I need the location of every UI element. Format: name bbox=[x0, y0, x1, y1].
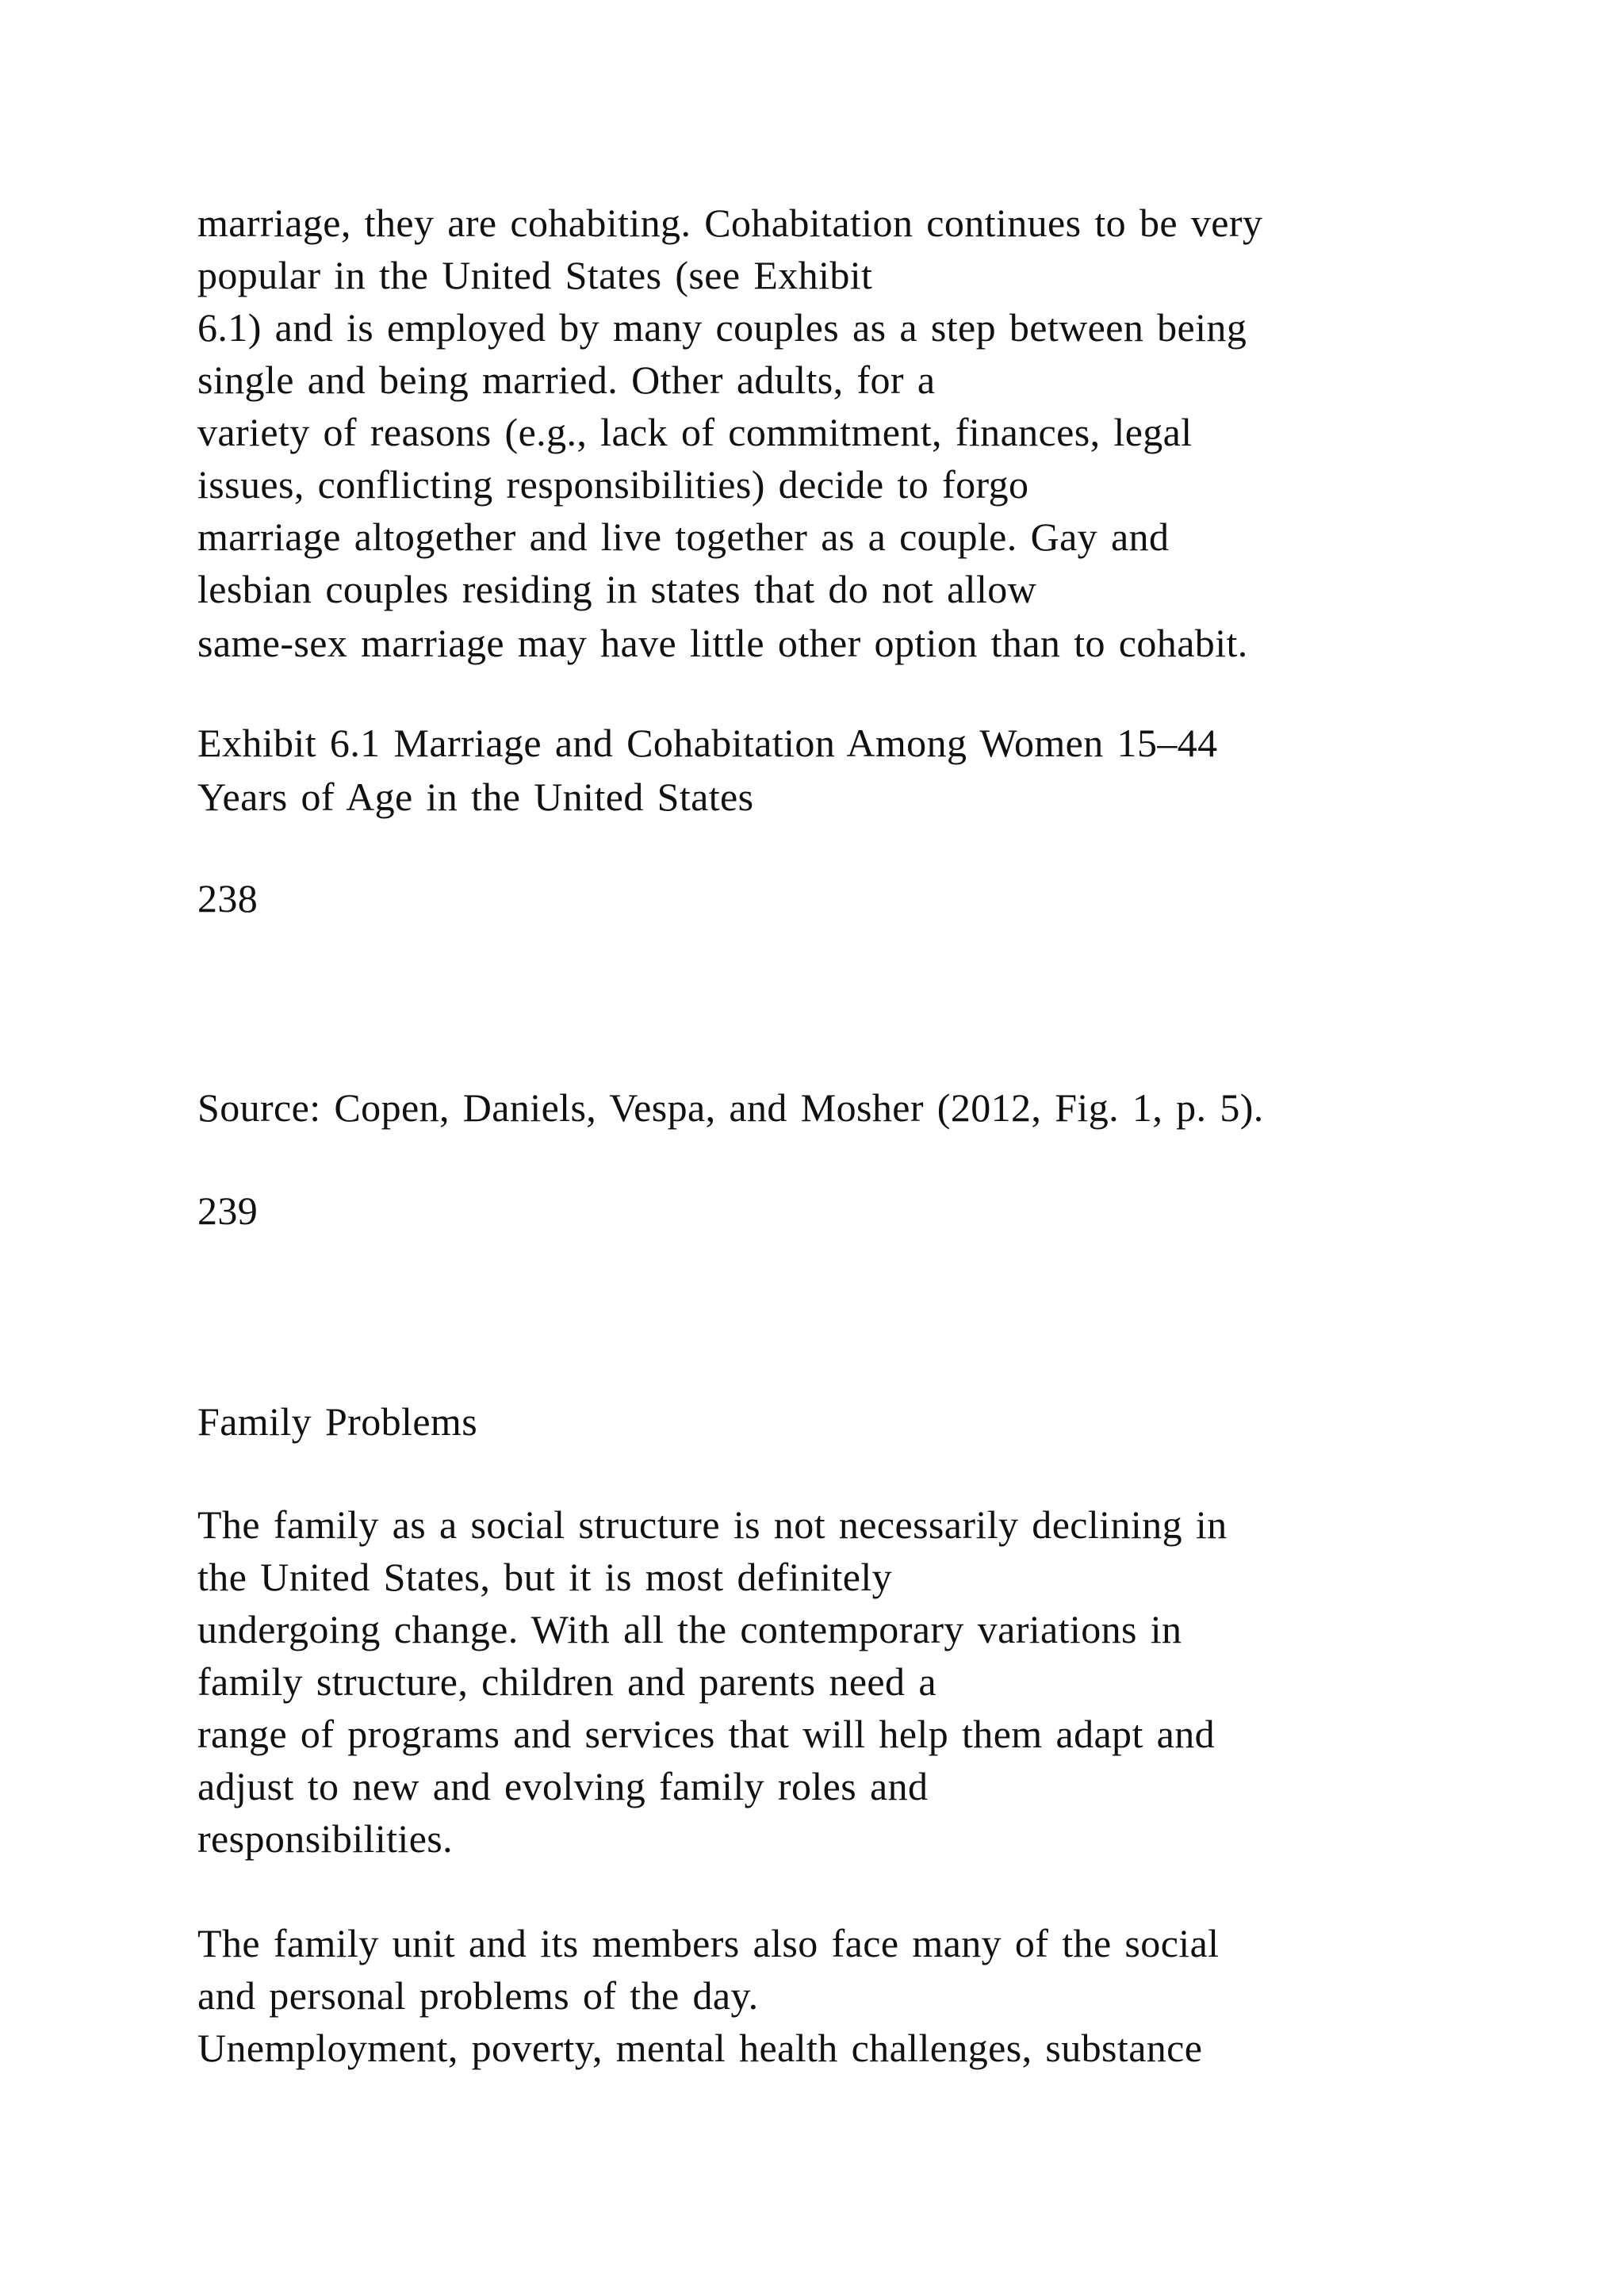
text-line: marriage, they are cohabiting. Cohabitation continues to be very bbox=[197, 201, 1263, 245]
page-number: 238 bbox=[197, 876, 259, 920]
text-line: and personal problems of the day. bbox=[197, 1973, 759, 2018]
text-line: Unemployment, poverty, mental health challenges, substance bbox=[197, 2026, 1203, 2070]
text-line: range of programs and services that will help them adapt and bbox=[197, 1712, 1216, 1756]
source-citation: Source: Copen, Daniels, Vespa, and Mosher (2012, Fig. 1, p. 5). bbox=[197, 1085, 1264, 1130]
text-line: single and being married. Other adults, for a bbox=[197, 358, 936, 402]
text-line: undergoing change. With all the contemporary variations in bbox=[197, 1607, 1182, 1651]
text-line: 6.1) and is employed by many couples as a step between being bbox=[197, 305, 1247, 350]
text-line: marriage altogether and live together as a couple. Gay and bbox=[197, 515, 1170, 559]
text-line: the United States, but it is most definitely bbox=[197, 1555, 893, 1599]
text-line: Exhibit 6.1 Marriage and Cohabitation Among Women 15–44 bbox=[197, 721, 1218, 765]
text-line: issues, conflicting responsibilities) decide to forgo bbox=[197, 462, 1029, 507]
text-line: The family as a social structure is not necessarily declining in bbox=[197, 1502, 1228, 1547]
text-line: responsibilities. bbox=[197, 1816, 454, 1861]
page-number: 239 bbox=[197, 1188, 259, 1233]
text-line: popular in the United States (see Exhibit bbox=[197, 253, 873, 297]
section-heading: Family Problems bbox=[197, 1399, 478, 1444]
text-line: Years of Age in the United States bbox=[197, 775, 754, 819]
text-line: variety of reasons (e.g., lack of commitment, finances, legal bbox=[197, 410, 1193, 454]
text-line: family structure, children and parents need a bbox=[197, 1659, 936, 1704]
text-line: same-sex marriage may have little other option than to cohabit. bbox=[197, 621, 1248, 665]
text-line: lesbian couples residing in states that do not allow bbox=[197, 567, 1037, 611]
text-line: The family unit and its members also face many of the social bbox=[197, 1921, 1220, 1965]
text-line: adjust to new and evolving family roles and bbox=[197, 1764, 929, 1808]
